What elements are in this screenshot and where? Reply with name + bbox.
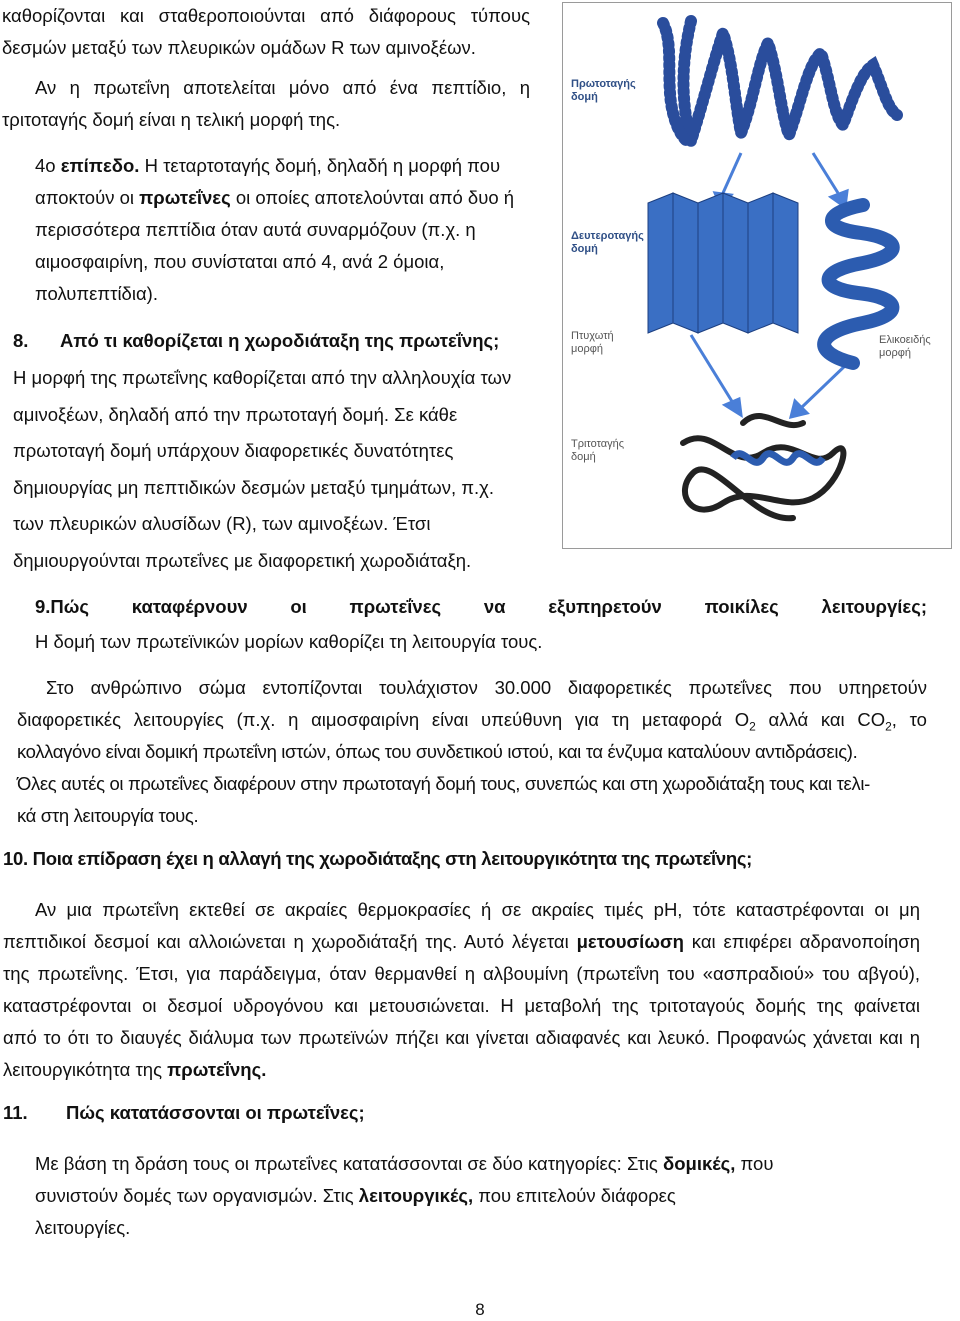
q10-line-4: καταστρέφονται οι δεσμοί υδρογόνου και μετουσιώνεται. Η μεταβολή της τριτοταγούς δομής της φαίνεται bbox=[3, 995, 920, 1016]
q10-line-1: Αν μια πρωτεΐνη εκτεθεί σε ακραίες θερμοκρασίες ή σε ακραίες τιμές pH, τότε καταστρέφονται οι μη bbox=[35, 899, 920, 920]
q11-line-1: Με βάση τη δράση τους οι πρωτεΐνες κατατάσσονται σε δύο κατηγορίες: Στις δομικές, που bbox=[35, 1153, 774, 1174]
q11-line-3: λειτουργίες. bbox=[35, 1217, 131, 1238]
q8-line: δημιουργίας μη πεπτιδικών δεσμών μεταξύ τμημάτων, π.χ. bbox=[13, 476, 494, 498]
tertiary-structure bbox=[683, 416, 843, 518]
protein-structure-figure bbox=[562, 2, 952, 549]
intro-line-1: καθορίζονται και σταθεροποιούνται από διάφορους τύπους bbox=[2, 5, 530, 26]
q11-number: 11. bbox=[3, 1102, 28, 1123]
label-folded-2: μορφή bbox=[571, 343, 603, 355]
q8-answer bbox=[13, 360, 543, 579]
label-helical-2: μορφή bbox=[879, 347, 911, 359]
intro-line-3: Αν η πρωτεΐνη αποτελείται μόνο από ένα πεπτίδιο, η bbox=[35, 77, 530, 98]
label-secondary-2: δομή bbox=[571, 243, 598, 255]
label-tertiary-1: Τριτοταγής bbox=[571, 438, 625, 450]
level4-line-4: αιμοσφαιρίνη, που συνίσταται από 4, ανά 2 όμοια, bbox=[35, 251, 445, 272]
label-primary-2: δομή bbox=[571, 91, 598, 103]
primary-structure-beads bbox=[663, 21, 897, 143]
q11-question: Πώς κατατάσσονται οι πρωτεΐνες; bbox=[66, 1102, 365, 1123]
protein-structure-illustration bbox=[563, 3, 951, 548]
page-number: 8 bbox=[475, 1300, 485, 1319]
label-folded-1: Πτυχωτή bbox=[571, 330, 614, 342]
q9-answer: Η δομή των πρωτεϊνικών μορίων καθορίζει τη λειτουργία τους. bbox=[35, 631, 543, 652]
q9-question: 9.Πώς καταφέρνουν οι πρωτεΐνες να εξυπηρετούν ποικίλες λειτουργίες; bbox=[35, 596, 927, 617]
q10-line-3: της πρωτεΐνης. Έτσι, για παράδειγμα, όταν θερμανθεί η αλβουμίνη (πρωτεΐνη του «ασπραδιού» του αβγού), bbox=[3, 963, 920, 984]
q8-question: Από τι καθορίζεται η χωροδιάταξη της πρωτεΐνης; bbox=[60, 330, 500, 351]
label-secondary-1: Δευτεροταγής bbox=[571, 230, 644, 242]
q10-line-5: από το ότι το διαυγές διάλυμα των πρωτεϊνών πήζει και γίνεται αδιαφανές και λευκό. Προφανώς χάνεται και η bbox=[3, 1027, 920, 1048]
label-primary-1: Πρωτοταγής bbox=[571, 78, 636, 90]
q10-line-2: πεπτιδικοί δεσμοί και αλλοιώνεται η χωροδιάταξή της. Αυτό λέγεται μετουσίωση και επιφέρει αδρανοποίηση bbox=[3, 931, 921, 952]
label-tertiary-2: δομή bbox=[571, 451, 596, 463]
q9-p1-line-3: κολλαγόνο είναι δομική πρωτεΐνη ιστών, όπως του συνδετικού ιστού, και τα ένζυμα καταλύουν αντιδράσεις). bbox=[17, 741, 858, 762]
q11-line-2: συνιστούν δομές των οργανισμών. Στις λειτουργικές, που επιτελούν διάφορες bbox=[35, 1185, 676, 1206]
level4-line-3: περισσότερα πεπτίδια όταν αυτά συναρμόζουν (π.χ. η bbox=[35, 219, 476, 240]
tertiary-helix-segment bbox=[733, 454, 823, 463]
q10-question: 10. Ποια επίδραση έχει η αλλαγή της χωροδιάταξης στη λειτουργικότητα της πρωτεΐνης; bbox=[3, 848, 753, 869]
beta-sheet bbox=[648, 193, 798, 333]
intro-line-2: δεσμών μεταξύ των πλευρικών ομάδων R των αμινοξέων. bbox=[2, 37, 476, 58]
q8-line: Η μορφή της πρωτεΐνης καθορίζεται από την αλληλουχία των bbox=[13, 367, 512, 388]
q9-p1-line-4: Όλες αυτές οι πρωτεΐνες διαφέρουν στην πρωτοταγή δομή τους, συνεπώς και στη χωροδιάταξη τους και τελι- bbox=[17, 773, 870, 794]
q9-p1-line-5: κά στη λειτουργία τους. bbox=[17, 805, 199, 826]
q8-number: 8. bbox=[13, 330, 29, 351]
q10-line-6: λειτουργικότητα της πρωτεΐνης. bbox=[3, 1059, 267, 1080]
intro-line-4: τριτοταγής δομή είναι η τελική μορφή της. bbox=[2, 109, 341, 130]
q8-line: πρωτοταγή δομή υπάρχουν διαφορετικές δυνατότητες bbox=[13, 440, 454, 461]
q8-line: δημιουργούνται πρωτεΐνες με διαφορετική χωροδιάταξη. bbox=[13, 549, 472, 571]
q8-line: των πλευρικών αλυσίδων (R), των αμινοξέων. Έτσι bbox=[13, 513, 431, 534]
level4-line-1: 4ο επίπεδο. Η τεταρτοταγής δομή, δηλαδή η μορφή που bbox=[35, 155, 501, 176]
level4-line-2: αποκτούν οι πρωτεΐνες οι οποίες αποτελούνται από δυο ή bbox=[35, 187, 515, 208]
q8-line: αμινοξέων, δηλαδή από την πρωτοταγή δομή. Σε κάθε bbox=[13, 403, 458, 425]
label-helical-1: Ελικοειδής bbox=[879, 334, 931, 346]
q9-p1-line-1: Στο ανθρώπινο σώμα εντοπίζονται τουλάχιστον 30.000 διαφορετικές πρωτεΐνες που υπηρετούν bbox=[46, 677, 927, 698]
level4-line-5: πολυπεπτίδια). bbox=[35, 283, 158, 304]
q9-p1-line-2: διαφορετικές λειτουργίες (π.χ. η αιμοσφαιρίνη είναι υπεύθυνη για τη μεταφορά $O_2$ αλλά και $CO_2$, το bbox=[17, 709, 927, 734]
